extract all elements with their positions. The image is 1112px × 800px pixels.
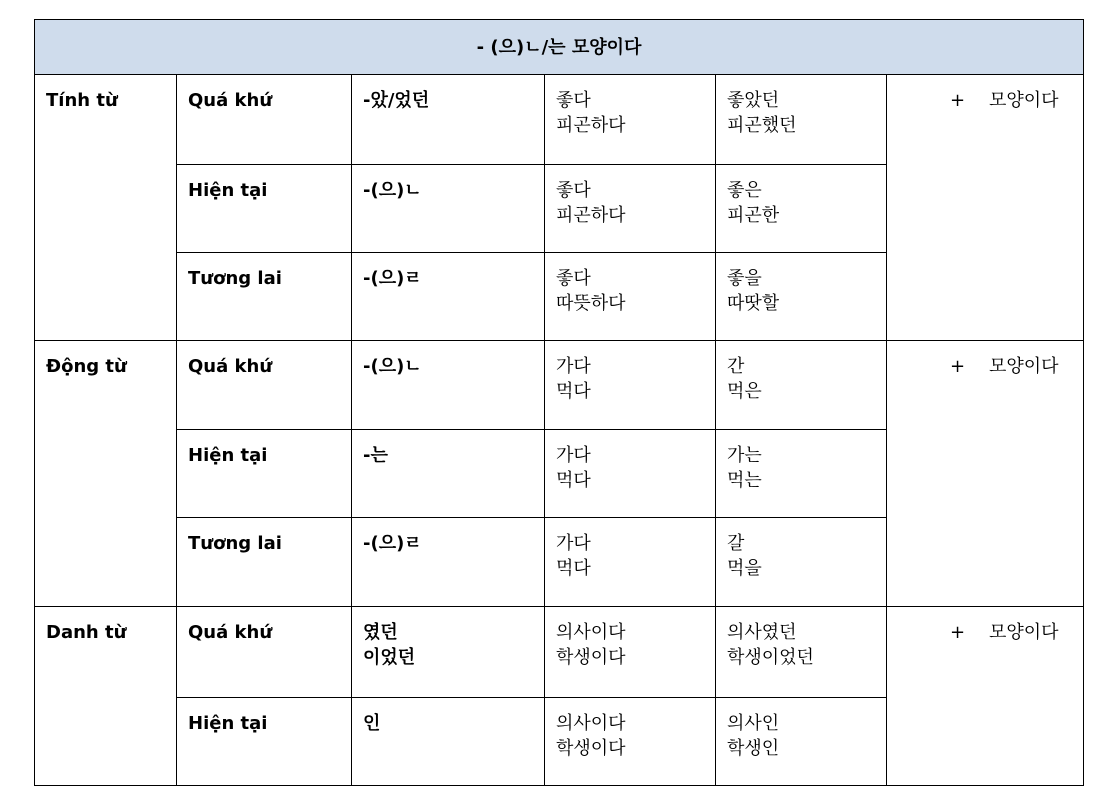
plain-line: 피곤하다 xyxy=(556,205,626,226)
tense-cell: Tương lai xyxy=(177,253,352,341)
form-line: -는 xyxy=(363,445,388,466)
form-line: -(으)ㄹ xyxy=(363,533,422,554)
plain-line: 좋다 xyxy=(556,268,591,289)
tense-cell: Hiện tại xyxy=(177,430,352,518)
form-line: 였던 xyxy=(363,622,398,643)
result-cell xyxy=(716,75,887,165)
form-cell xyxy=(352,607,545,698)
plain-line: 가다 xyxy=(556,533,591,554)
result-line: 먹는 xyxy=(727,470,762,491)
form-cell xyxy=(352,75,545,165)
category-cell: Danh từ xyxy=(35,607,177,786)
table-title-row xyxy=(35,20,1084,75)
result-line: 갈 xyxy=(727,533,745,554)
result-line: 의사인 xyxy=(727,713,780,734)
form-line: -(으)ㄴ xyxy=(363,356,422,377)
plain-line: 의사이다 xyxy=(556,622,626,643)
plain-cell xyxy=(545,518,716,607)
plain-cell xyxy=(545,253,716,341)
result-line: 좋을 xyxy=(727,268,762,289)
form-cell xyxy=(352,341,545,430)
result-line: 먹을 xyxy=(727,558,762,579)
plain-line: 가다 xyxy=(556,356,591,377)
plain-cell xyxy=(545,341,716,430)
plain-cell xyxy=(545,698,716,786)
tense-cell: Quá khứ xyxy=(177,341,352,430)
plain-line: 따뜻하다 xyxy=(556,293,626,314)
suffix-text: 모양이다 xyxy=(989,622,1059,643)
tense-cell: Quá khứ xyxy=(177,75,352,165)
suffix-cell xyxy=(887,341,1084,607)
result-cell xyxy=(716,518,887,607)
form-cell xyxy=(352,253,545,341)
result-line: 좋은 xyxy=(727,180,762,201)
plain-line: 좋다 xyxy=(556,180,591,201)
result-line: 피곤한 xyxy=(727,205,780,226)
plain-cell xyxy=(545,75,716,165)
category-cell: Động từ xyxy=(35,341,177,607)
result-cell xyxy=(716,341,887,430)
plain-line: 먹다 xyxy=(556,381,591,402)
plain-cell xyxy=(545,607,716,698)
category-cell: Tính từ xyxy=(35,75,177,341)
form-cell xyxy=(352,430,545,518)
form-line: -(으)ㄴ xyxy=(363,180,422,201)
suffix-text: 모양이다 xyxy=(989,90,1059,111)
form-cell xyxy=(352,165,545,253)
result-cell xyxy=(716,430,887,518)
plain-line: 좋다 xyxy=(556,90,591,111)
form-line: -(으)ㄹ xyxy=(363,268,422,289)
table-title: - (으)ㄴ/는 모양이다 xyxy=(35,20,1084,75)
plain-line: 피곤하다 xyxy=(556,115,626,136)
suffix-cell xyxy=(887,75,1084,341)
tense-cell: Tương lai xyxy=(177,518,352,607)
plain-cell xyxy=(545,430,716,518)
table-row xyxy=(35,341,1084,430)
suffix-cell xyxy=(887,607,1084,786)
plain-line: 학생이다 xyxy=(556,647,626,668)
result-cell xyxy=(716,607,887,698)
plain-line: 가다 xyxy=(556,445,591,466)
plain-cell xyxy=(545,165,716,253)
result-line: 학생인 xyxy=(727,738,780,759)
plain-line: 학생이다 xyxy=(556,738,626,759)
plain-line: 먹다 xyxy=(556,470,591,491)
plus-sign: + xyxy=(950,356,966,377)
plain-line: 먹다 xyxy=(556,558,591,579)
table-row xyxy=(35,607,1084,698)
result-cell xyxy=(716,698,887,786)
form-line: -았/었던 xyxy=(363,90,430,111)
result-line: 가는 xyxy=(727,445,762,466)
table-row xyxy=(35,75,1084,165)
tense-cell: Hiện tại xyxy=(177,165,352,253)
tense-cell: Hiện tại xyxy=(177,698,352,786)
suffix-text: 모양이다 xyxy=(989,356,1059,377)
form-line: 인 xyxy=(363,713,381,734)
result-line: 먹은 xyxy=(727,381,762,402)
result-cell xyxy=(716,165,887,253)
form-cell xyxy=(352,518,545,607)
result-line: 피곤했던 xyxy=(727,115,797,136)
result-line: 학생이었던 xyxy=(727,647,814,668)
result-line: 의사였던 xyxy=(727,622,797,643)
plain-line: 의사이다 xyxy=(556,713,626,734)
grammar-table xyxy=(34,19,1084,786)
result-cell xyxy=(716,253,887,341)
plus-sign: + xyxy=(950,90,966,111)
tense-cell: Quá khứ xyxy=(177,607,352,698)
form-cell xyxy=(352,698,545,786)
plus-sign: + xyxy=(950,622,966,643)
form-line: 이었던 xyxy=(363,647,416,668)
result-line: 좋았던 xyxy=(727,90,780,111)
result-line: 따땃할 xyxy=(727,293,780,314)
result-line: 간 xyxy=(727,356,745,377)
